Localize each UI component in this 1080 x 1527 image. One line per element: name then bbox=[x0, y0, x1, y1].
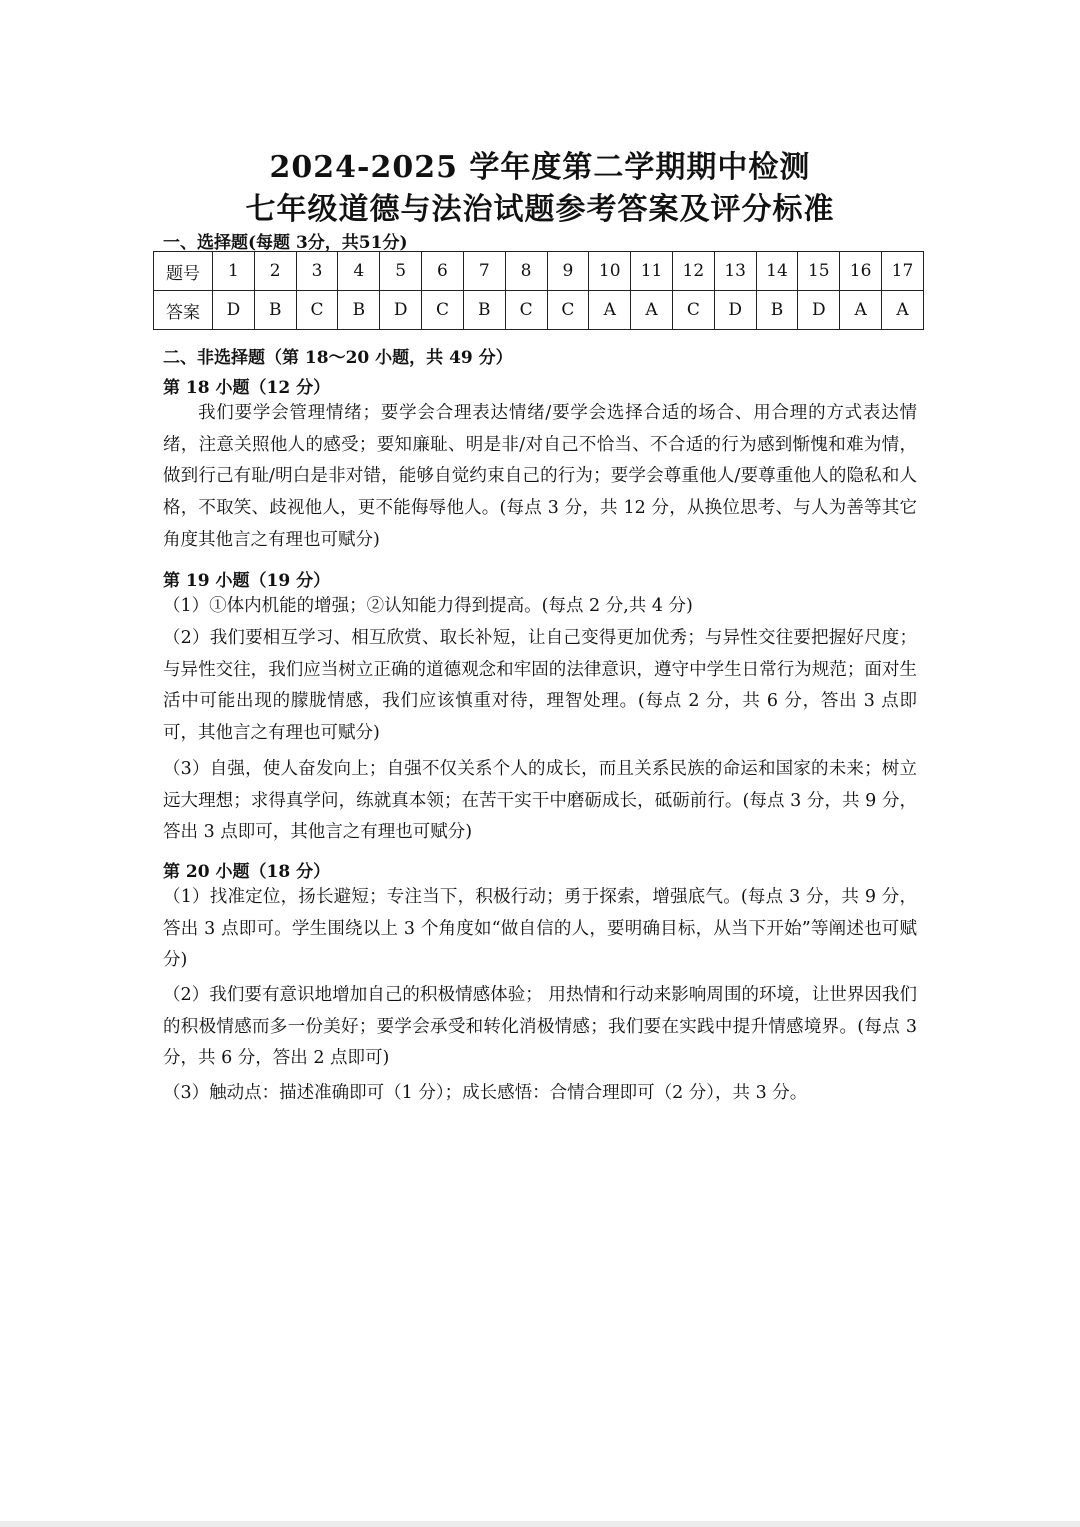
number-cell: 11 bbox=[631, 252, 673, 291]
number-cell: 17 bbox=[882, 252, 924, 291]
number-cell: 5 bbox=[380, 252, 422, 291]
answer-cell: A bbox=[631, 291, 673, 330]
q19-part2-text: （2）我们要相互学习、相互欣赏、取长补短，让自己变得更加优秀；与异性交往要把握好尺度；与异性交往，我们应当树立正确的道德观念和牢固的法律意识，遵守中学生日常行为规范；面对生活中可能出现的朦胧情感，我们应该慎重对待，理智处理。(每点 2 分，共 6 分，答出 3 点即可，其他言之有理也可赋分) bbox=[163, 628, 917, 744]
answer-table bbox=[153, 251, 924, 330]
page-bottom-edge bbox=[0, 1521, 1080, 1527]
number-cell: 7 bbox=[463, 252, 505, 291]
answer-cell: B bbox=[338, 291, 380, 330]
answer-cell: C bbox=[296, 291, 338, 330]
answer-row bbox=[154, 291, 924, 330]
number-cell: 14 bbox=[756, 252, 798, 291]
number-cell: 9 bbox=[547, 252, 589, 291]
q18-heading: 第 18 小题（12 分） bbox=[163, 378, 331, 398]
document-title-line2: 七年级道德与法治试题参考答案及评分标准 bbox=[245, 192, 835, 227]
number-cell: 3 bbox=[296, 252, 338, 291]
number-cell: 15 bbox=[798, 252, 840, 291]
q19-part1-text: （1）①体内机能的增强；②认知能力得到提高。(每点 2 分,共 4 分) bbox=[163, 596, 693, 616]
q20-part2-text: （2）我们要有意识地增加自己的积极情感体验； 用热情和行动来影响周围的环境，让世界因我们的积极情感而多一份美好；要学会承受和转化消极情感；我们要在实践中提升情感境界。(每点 3 分，共 6 分，答出 2 点即可) bbox=[163, 985, 917, 1069]
q20-part3-text: （3）触动点：描述准确即可（1 分）；成长感悟：合情合理即可（2 分），共 3 分。 bbox=[163, 1083, 808, 1103]
answer-cell: B bbox=[756, 291, 798, 330]
answer-cell: A bbox=[882, 291, 924, 330]
q18-answer-text: 我们要学会管理情绪；要学会合理表达情绪/要学会选择合适的场合、用合理的方式表达情绪，注意关照他人的感受；要知廉耻、明是非/对自己不恰当、不合适的行为感到惭愧和难为情，做到行己有耻/明白是非对错，能够自觉约束自己的行为；要学会尊重他人/要尊重他人的隐私和人格，不取笑、歧视他人，更不能侮辱他人。(每点 3 分，共 12 分，从换位思考、与人为善等其它角度其他言之有理也可赋分) bbox=[163, 403, 917, 550]
answer-cell: C bbox=[547, 291, 589, 330]
answer-cell: D bbox=[714, 291, 756, 330]
answer-cell: C bbox=[672, 291, 714, 330]
answer-cell: C bbox=[422, 291, 464, 330]
number-cell: 8 bbox=[505, 252, 547, 291]
number-cell: 1 bbox=[213, 252, 255, 291]
number-cell: 13 bbox=[714, 252, 756, 291]
answer-cell: A bbox=[840, 291, 882, 330]
number-cell: 16 bbox=[840, 252, 882, 291]
answer-cell: B bbox=[463, 291, 505, 330]
answer-cell: B bbox=[254, 291, 296, 330]
number-cell: 10 bbox=[589, 252, 631, 291]
q19-part3-text: （3）自强，使人奋发向上；自强不仅关系个人的成长，而且关系民族的命运和国家的未来；树立远大理想；求得真学问，练就真本领；在苦干实干中磨砺成长，砥砺前行。(每点 3 分，共 9 分，答出 3 点即可，其他言之有理也可赋分) bbox=[163, 759, 917, 843]
section1-heading: 一、选择题(每题 3分，共51分) bbox=[163, 233, 408, 253]
document-title-line1: 2024-2025 学年度第二学期期中检测 bbox=[269, 150, 811, 185]
number-cell: 12 bbox=[672, 252, 714, 291]
question-number-row bbox=[154, 252, 924, 291]
answer-cell: C bbox=[505, 291, 547, 330]
answer-cell: D bbox=[213, 291, 255, 330]
row-label-answer: 答案 bbox=[154, 291, 213, 330]
number-cell: 6 bbox=[422, 252, 464, 291]
number-cell: 2 bbox=[254, 252, 296, 291]
answer-cell: D bbox=[798, 291, 840, 330]
answer-cell: D bbox=[380, 291, 422, 330]
answer-cell: A bbox=[589, 291, 631, 330]
number-cell: 4 bbox=[338, 252, 380, 291]
section2-heading: 二、非选择题（第 18～20 小题，共 49 分） bbox=[163, 348, 513, 368]
row-label-number: 题号 bbox=[154, 252, 213, 291]
q20-heading: 第 20 小题（18 分） bbox=[163, 862, 331, 882]
q19-heading: 第 19 小题（19 分） bbox=[163, 571, 331, 591]
q20-part1-text: （1）找准定位，扬长避短；专注当下，积极行动；勇于探索，增强底气。(每点 3 分，共 9 分，答出 3 点即可。学生围绕以上 3 个角度如“做自信的人，要明确目标，从当下开始”等阐述也可赋分) bbox=[163, 887, 917, 971]
